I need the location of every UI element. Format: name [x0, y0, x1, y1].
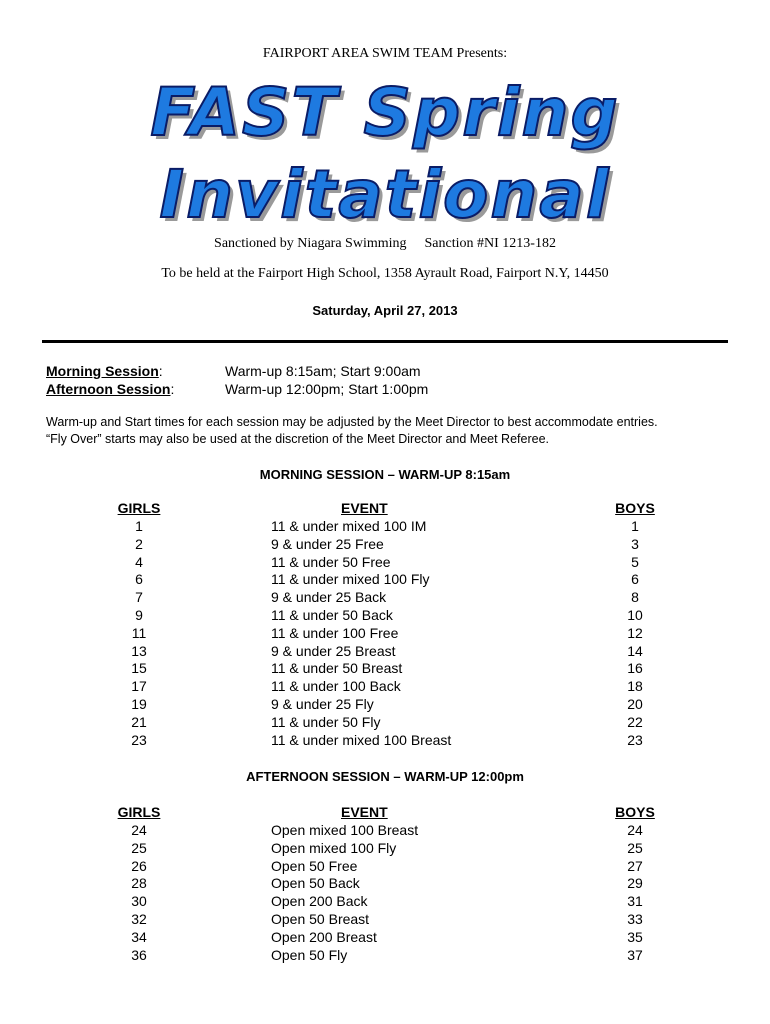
- event-name: 9 & under 25 Fly: [271, 695, 374, 712]
- girls-event-number: 26: [131, 857, 147, 874]
- girls-event-number: 25: [131, 839, 147, 856]
- girls-event-number: 7: [135, 589, 143, 606]
- event-row: [0, 571, 770, 589]
- event-row: [0, 732, 770, 750]
- event-name: 11 & under 50 Fly: [271, 713, 381, 730]
- event-row: [0, 911, 770, 929]
- event-row: [0, 840, 770, 858]
- event-name: Open 50 Free: [271, 857, 358, 874]
- event-name: 11 & under 50 Free: [271, 553, 391, 570]
- girls-column-header: GIRLS: [117, 500, 161, 516]
- afternoon-events-table: [0, 822, 770, 964]
- event-column-header: EVENT: [341, 500, 388, 516]
- boys-column-header: BOYS: [615, 804, 655, 820]
- event-row: [0, 625, 770, 643]
- boys-event-number: 31: [627, 893, 643, 910]
- event-row: [0, 929, 770, 947]
- boys-event-number: 6: [631, 571, 639, 588]
- event-row: [0, 536, 770, 554]
- girls-event-number: 9: [135, 606, 143, 623]
- boys-event-number: 29: [627, 875, 643, 892]
- event-row: [0, 822, 770, 840]
- girls-event-number: 34: [131, 928, 147, 945]
- event-name: 11 & under mixed 100 Breast: [271, 731, 452, 748]
- event-row: [0, 875, 770, 893]
- morning-events-table: [0, 518, 770, 749]
- boys-event-number: 25: [627, 839, 643, 856]
- sanction-number: Sanction #NI 1213-182: [424, 236, 556, 251]
- boys-event-number: 14: [627, 642, 643, 659]
- girls-event-number: 28: [131, 875, 147, 892]
- schedule-note: Warm-up and Start times for each session may be adjusted by the Meet Director to best accommodate entries. “Fly Over” starts may also be used at the discretion of the Meet Director and Meet Referee.: [46, 415, 658, 446]
- morning-session-heading: MORNING SESSION – WARM-UP 8:15am: [259, 467, 511, 482]
- meet-title-line-2: Invitational: [159, 156, 611, 233]
- girls-event-number: 24: [131, 822, 147, 838]
- event-name: 11 & under 100 Back: [271, 678, 401, 695]
- boys-event-number: 3: [631, 535, 639, 552]
- event-row: [0, 858, 770, 876]
- boys-event-number: 27: [627, 857, 643, 874]
- girls-event-number: 2: [135, 535, 143, 552]
- girls-column-header: GIRLS: [117, 804, 161, 820]
- event-name: 11 & under mixed 100 Fly: [271, 571, 430, 588]
- boys-event-number: 20: [627, 695, 643, 712]
- event-name: 11 & under mixed 100 IM: [271, 518, 427, 534]
- session-row-morning: Morning Session: Warm-up 8:15am; Start 9:00am: [46, 363, 421, 379]
- girls-event-number: 23: [131, 731, 147, 748]
- boys-event-number: 12: [627, 624, 643, 641]
- girls-event-number: 15: [131, 660, 147, 677]
- event-row: [0, 607, 770, 625]
- event-name: 11 & under 50 Back: [271, 606, 393, 623]
- event-name: Open 200 Breast: [271, 928, 377, 945]
- event-row: [0, 696, 770, 714]
- session-times: [46, 362, 428, 398]
- session-times-text: Warm-up 12:00pm; Start 1:00pm: [225, 381, 429, 397]
- event-column-header: EVENT: [341, 804, 388, 820]
- afternoon-session-heading: AFTERNOON SESSION – WARM-UP 12:00pm: [246, 769, 524, 784]
- event-row: [0, 714, 770, 732]
- boys-event-number: 33: [627, 910, 643, 927]
- event-row: [0, 518, 770, 536]
- girls-event-number: 11: [131, 624, 147, 641]
- meet-title-line-1: FAST Spring: [150, 74, 620, 151]
- presenter-line: FAIRPORT AREA SWIM TEAM Presents:: [262, 46, 508, 61]
- event-name: 9 & under 25 Breast: [271, 642, 396, 659]
- event-name: Open 50 Fly: [271, 946, 348, 963]
- event-name: Open 50 Breast: [271, 910, 370, 927]
- sanctioning-body: Sanctioned by Niagara Swimming: [214, 236, 407, 251]
- meet-date: Saturday, April 27, 2013: [312, 303, 458, 318]
- girls-event-number: 6: [135, 571, 143, 588]
- girls-event-number: 21: [131, 713, 147, 730]
- boys-event-number: 24: [627, 822, 643, 838]
- event-name: 11 & under 100 Free: [271, 624, 399, 641]
- boys-event-number: 8: [631, 589, 639, 606]
- girls-event-number: 4: [135, 553, 143, 570]
- boys-column-header: BOYS: [615, 500, 655, 516]
- boys-event-number: 18: [627, 678, 643, 695]
- boys-event-number: 5: [631, 553, 639, 570]
- divider-rule: [42, 340, 728, 343]
- boys-event-number: 1: [631, 518, 639, 534]
- boys-event-number: 22: [627, 713, 643, 730]
- boys-event-number: 35: [627, 928, 643, 945]
- girls-event-number: 17: [131, 678, 147, 695]
- girls-event-number: 19: [131, 695, 147, 712]
- venue-line: To be held at the Fairport High School, 1358 Ayrault Road, Fairport N.Y, 14450: [161, 266, 609, 281]
- event-name: 11 & under 50 Breast: [271, 660, 403, 677]
- event-row: [0, 893, 770, 911]
- event-name: 9 & under 25 Free: [271, 535, 384, 552]
- event-row: [0, 947, 770, 965]
- event-name: 9 & under 25 Back: [271, 589, 387, 606]
- boys-event-number: 10: [627, 606, 643, 623]
- session-label: Morning Session: [46, 363, 159, 379]
- event-name: Open 50 Back: [271, 875, 360, 892]
- session-row-afternoon: Afternoon Session: Warm-up 12:00pm; Start 1:00pm: [46, 381, 429, 397]
- girls-event-number: 30: [131, 893, 147, 910]
- girls-event-number: 32: [131, 910, 147, 927]
- girls-event-number: 36: [131, 946, 147, 963]
- sanction-line: [0, 236, 770, 252]
- event-row: [0, 554, 770, 572]
- event-name: Open 200 Back: [271, 893, 368, 910]
- session-label: Afternoon Session: [46, 381, 171, 397]
- event-row: [0, 589, 770, 607]
- boys-event-number: 23: [627, 731, 643, 748]
- event-name: Open mixed 100 Breast: [271, 822, 419, 838]
- event-name: Open mixed 100 Fly: [271, 839, 397, 856]
- event-row: [0, 660, 770, 678]
- event-row: [0, 643, 770, 661]
- event-row: [0, 678, 770, 696]
- boys-event-number: 37: [627, 946, 643, 963]
- boys-event-number: 16: [627, 660, 643, 677]
- girls-event-number: 1: [135, 518, 143, 534]
- session-times-text: Warm-up 8:15am; Start 9:00am: [225, 363, 421, 379]
- girls-event-number: 13: [131, 642, 147, 659]
